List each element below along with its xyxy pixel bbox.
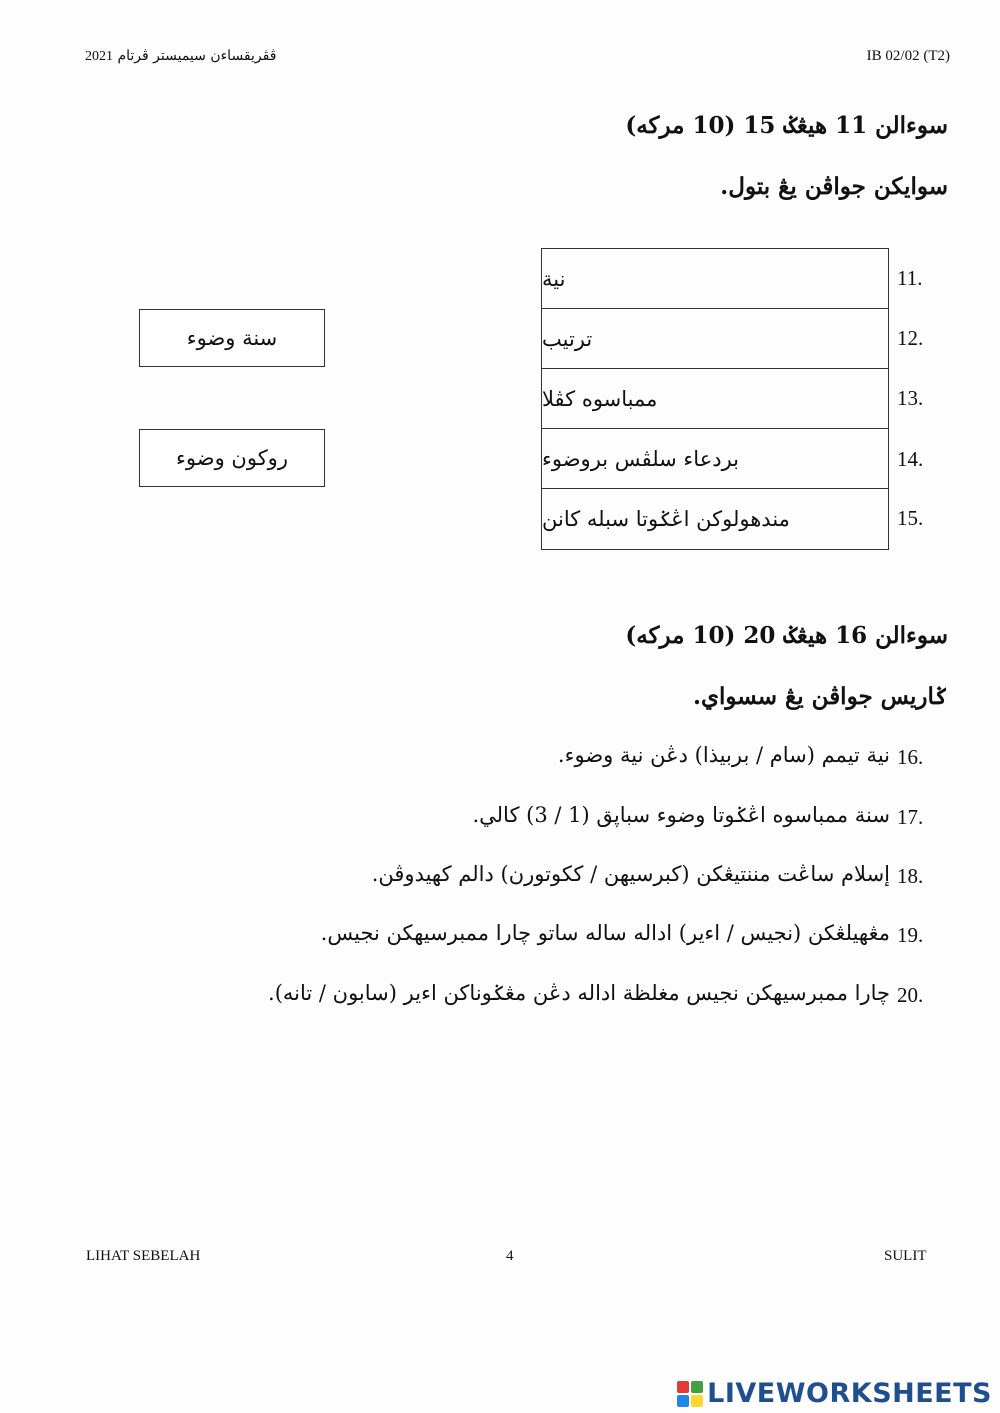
header-exam-title bbox=[85, 48, 276, 65]
watermark-text: LIVEWORKSHEETS bbox=[707, 1378, 992, 1409]
match-item-text: بردعاء سلڤس بروضوء bbox=[542, 446, 740, 471]
fill-item-number: 19. bbox=[897, 923, 924, 947]
match-number: 14. bbox=[897, 447, 924, 471]
fill-item-number: 20. bbox=[897, 983, 924, 1007]
liveworksheets-logo-icon bbox=[677, 1381, 703, 1407]
fill-item-number: 17. bbox=[897, 805, 924, 829]
match-item-11[interactable] bbox=[542, 249, 888, 309]
section2-title: سوءالن 16 هيڠݢ 20 (10 مركه) bbox=[625, 622, 948, 649]
section1-instruction: سوايكن جواڤن يڠ بتول. bbox=[720, 173, 948, 200]
footer-confidential: SULIT bbox=[884, 1248, 927, 1264]
fill-item-18[interactable]: إسلام ساڠت مننتيڠكن (كبرسيهن / ككوتورن) دالم كهيدوڤن. bbox=[371, 862, 890, 886]
answer-box-sunnah-wudhu[interactable]: سنة وضوء bbox=[139, 309, 325, 367]
fill-item-16[interactable]: نية تيمم (سام / بربيذا) دڠن نية وضوء. bbox=[557, 743, 890, 767]
match-number: 11. bbox=[897, 266, 923, 290]
section2-instruction: ݢاريس جواڤن يڠ سسواي. bbox=[692, 683, 948, 710]
match-number: 12. bbox=[897, 326, 924, 350]
match-item-text: ترتيب bbox=[542, 326, 593, 351]
matching-table bbox=[541, 248, 889, 550]
match-item-text: نية bbox=[542, 266, 566, 291]
match-item-14[interactable] bbox=[542, 429, 888, 489]
match-item-15[interactable] bbox=[542, 489, 888, 549]
fill-item-20[interactable]: چارا ممبرسيهكن نجيس مغلظة اداله دڠن مڠݢوناكن اءير (سابون / تانه). bbox=[268, 981, 890, 1005]
header-year: 2021 bbox=[85, 49, 113, 64]
liveworksheets-watermark bbox=[677, 1378, 992, 1409]
header-exam-name: ڤڤريقساءن سيميستر ڤرتام bbox=[117, 48, 277, 64]
answer-box-rukun-wudhu[interactable]: روكون وضوء bbox=[139, 429, 325, 487]
header-paper-code: IB 02/02 (T2) bbox=[866, 48, 950, 64]
match-item-13[interactable] bbox=[542, 369, 888, 429]
section1-title: سوءالن 11 هيڠݢ 15 (10 مركه) bbox=[625, 112, 948, 139]
fill-item-19[interactable]: مڠهيلڠكن (نجيس / اءير) اداله ساله ساتو چارا ممبرسيهكن نجيس. bbox=[320, 921, 890, 945]
match-number: 13. bbox=[897, 386, 924, 410]
match-item-text: مندهولوكن اڠݢوتا سبله كانن bbox=[542, 507, 790, 531]
fill-item-17[interactable]: سنة ممباسوه اڠݢوتا وضوء سباڽق (1 / 3) كالي. bbox=[472, 803, 890, 827]
match-item-12[interactable] bbox=[542, 309, 888, 369]
fill-item-number: 18. bbox=[897, 864, 924, 888]
match-number: 15. bbox=[897, 506, 924, 530]
footer-turn-page: LIHAT SEBELAH bbox=[86, 1248, 201, 1264]
match-item-text: ممباسوه كڤلا bbox=[542, 386, 658, 411]
footer-page-number: 4 bbox=[506, 1248, 514, 1264]
fill-item-number: 16. bbox=[897, 745, 924, 769]
